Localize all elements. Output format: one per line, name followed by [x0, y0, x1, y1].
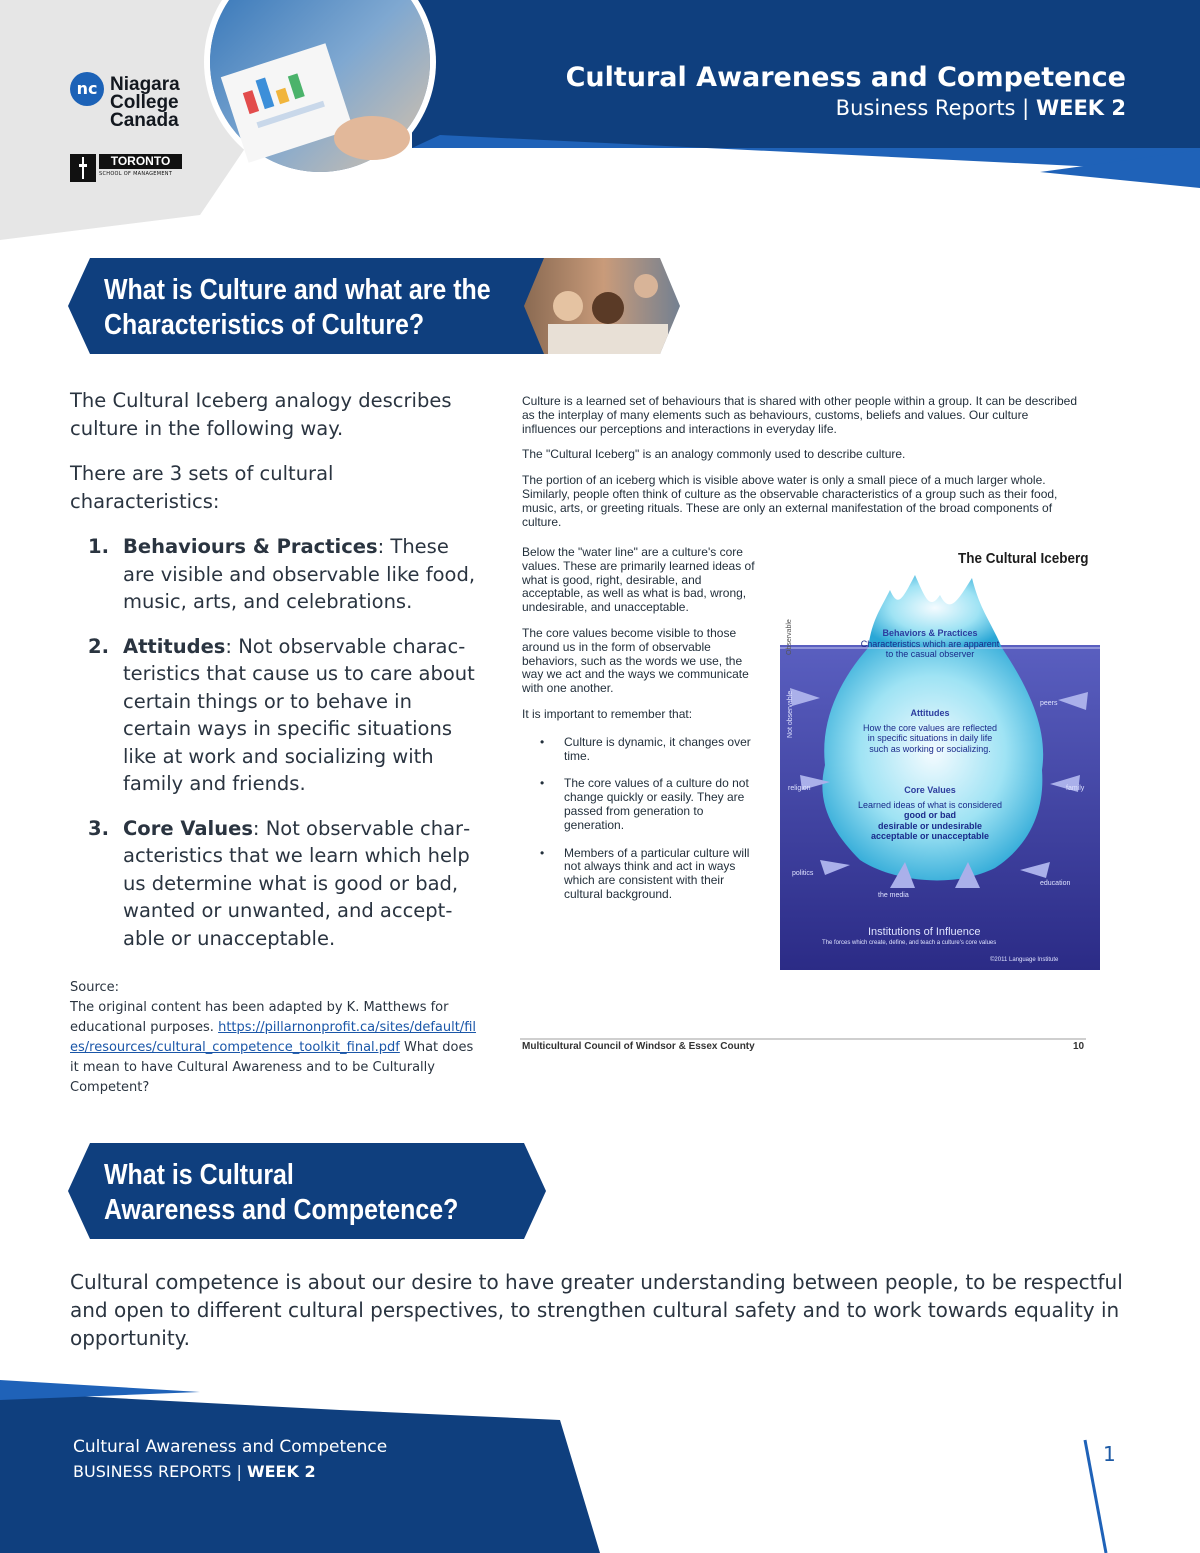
core-values-heading: Core Values: [904, 785, 956, 795]
header-background: [0, 0, 1200, 250]
niagara-college-logo-text: [110, 76, 180, 130]
intro-paragraph: The Cultural Iceberg analogy describes culture in the following way.: [70, 389, 452, 440]
section1-heading-line-2: Characteristics of Culture?: [104, 309, 425, 341]
logo-line-3: Canada: [110, 110, 179, 131]
cn-tower-icon: [70, 154, 96, 182]
item-number: 3.: [88, 816, 109, 840]
excerpt-footer-page: 10: [1073, 1041, 1085, 1052]
iceberg-title: The Cultural Iceberg: [958, 550, 1089, 567]
item-text: : Not observable characteristics that cause us to care about certain things or to behave in certain ways in specific situations like at work and socializing with family and friends.: [123, 634, 475, 795]
excerpt-paragraph-3: The portion of an iceberg which is visible above water is only a small piece of a much larger whole. Similarly, people often think of culture as the observable characteristics of a group such as their food, music, arts, or greeting rituals. These are only an external manifestation of the broad components of culture.: [522, 473, 1058, 529]
influence-label: education: [1040, 880, 1071, 887]
section2-heading-line-1: What is Cultural: [104, 1159, 294, 1191]
source-text: The original content has been adapted by K. Matthews for educational purposes.: [70, 1000, 449, 1035]
influence-label: the media: [878, 892, 909, 899]
excerpt-left-column: [522, 546, 762, 916]
influence-label: religion: [788, 785, 811, 792]
source-note: [70, 978, 480, 1098]
excerpt-bullet: • Members of a particular culture will not always think and act in ways which are consistent with their cultural background.: [522, 847, 762, 902]
attitudes-text: How the core values are reflected in specific situations in daily life such as working or socializing.: [862, 722, 998, 754]
excerpt-paragraph-5: The core values become visible to those around us in the form of observable behaviors, such as the words we use, the way we act and the ways we communicate with one another.: [522, 625, 749, 696]
attitudes-heading: Attitudes: [910, 708, 950, 718]
logo-line-1: Niagara: [110, 74, 180, 95]
header-subtitle-prefix: Business Reports |: [835, 96, 1030, 120]
core-values-text: acceptable or unacceptable: [870, 831, 990, 841]
behaviors-text: Characteristics which are apparent to the casual observer: [860, 638, 1000, 659]
source-after-text: What does it mean to have Cultural Awareness and to be Culturally Competent?: [70, 1040, 474, 1095]
logo-line-2: College: [110, 92, 179, 113]
excerpt-paragraph-6: It is important to remember that:: [522, 706, 693, 721]
footer-week: WEEK 2: [246, 1462, 316, 1481]
influence-label: politics: [792, 870, 814, 877]
item-text: : These are visible and observable like food, music, arts, and celebrations.: [123, 535, 476, 613]
page-number: 1: [1103, 1442, 1116, 1466]
excerpt-bullet: • Culture is dynamic, it changes over time.: [522, 736, 762, 764]
institutions-label: Institutions of Influence: [868, 926, 981, 938]
characteristic-item: [70, 815, 485, 953]
footer-subtitle: [73, 1462, 316, 1481]
core-values-text: Learned ideas of what is considered: [857, 799, 1003, 810]
institutions-sub: The forces which create, define, and teach a culture's core values: [822, 940, 997, 946]
excerpt-top: [522, 395, 1082, 529]
toronto-logo-subtitle: SCHOOL OF MANAGEMENT: [99, 171, 173, 177]
iceberg-behaviors: [860, 628, 1000, 660]
item-number: 2.: [88, 634, 109, 658]
toronto-school-logo: [70, 154, 182, 182]
core-values-text: good or bad: [904, 810, 956, 820]
behaviors-heading: Behaviors & Practices: [882, 628, 978, 638]
header-subtitle: [836, 96, 1126, 120]
section2-heading: [104, 1158, 458, 1228]
influence-label: family: [1066, 785, 1085, 792]
excerpt-paragraph-4: Below the "water line" are a culture's core values. These are primarily learned ideas of what is good, right, desirable, and acceptable, as well as what is bad, wrong, undesirable, and unacceptable.: [522, 545, 755, 615]
iceberg-core-values: [850, 785, 1010, 842]
item-term: Core Values: [123, 816, 253, 840]
iceberg-attitudes: [860, 708, 1000, 754]
item-text: : Not observable characteristics that we learn which help us determine what is good or bad, wanted or unwanted, and acceptable or unacceptable.: [123, 816, 471, 950]
item-term: Attitudes: [123, 634, 226, 658]
excerpt-footer-source: Multicultural Council of Windsor & Essex County: [522, 1041, 755, 1052]
section1-body: [70, 387, 485, 969]
header-title: Cultural Awareness and Competence: [565, 62, 1126, 93]
footer-title: Cultural Awareness and Competence: [73, 1437, 388, 1457]
section2-body: Cultural competence is about our desire to have greater understanding between people, to be respectful and open to different cultural perspectives, to strengthen cultural safety and to work towards equality in opportunity.: [70, 1270, 1123, 1350]
excerpt-bullets: [522, 736, 762, 902]
figure-credit: ©2011 Language Institute: [990, 957, 1059, 963]
excerpt-paragraph-1: Culture is a learned set of behaviours that is shared with other people within a group. It can be described as the interplay of many elements such as behaviours, customs, beliefs and values. Our culture influences our perceptions and interactions in everyday life.: [522, 394, 1077, 436]
core-values-text: desirable or undesirable: [877, 820, 983, 831]
source-link[interactable]: https://pillarnonprofit.ca/sites/default/files/resources/cultural_competence_toolkit_final.pdf: [70, 1020, 477, 1055]
niagara-college-logo-mark: nc: [70, 72, 104, 106]
section2-heading-line-2: Awareness and Competence?: [104, 1194, 459, 1226]
not-observable-label: Not observable: [787, 690, 794, 738]
footer-subtitle-prefix: BUSINESS REPORTS |: [73, 1462, 242, 1481]
characteristic-item: [70, 633, 485, 798]
excerpt-bullet: • The core values of a culture do not change quickly or easily. They are passed from generation to generation.: [522, 777, 762, 832]
characteristic-item: [70, 533, 485, 616]
header-week: WEEK 2: [1035, 96, 1126, 120]
section1-heading-line-1: What is Culture and what are the: [104, 274, 491, 306]
excerpt-footer-divider: [520, 1038, 1086, 1040]
influence-label: peers: [1040, 700, 1058, 707]
source-label: Source:: [70, 980, 120, 995]
item-term: Behaviours & Practices: [123, 535, 378, 558]
item-number: 1.: [88, 535, 109, 558]
characteristics-list: [70, 533, 485, 952]
toronto-logo-title: TORONTO: [99, 154, 182, 169]
observable-label: Observable: [786, 619, 793, 655]
sets-line: There are 3 sets of cultural characteristics:: [70, 462, 334, 513]
excerpt-paragraph-2: The "Cultural Iceberg" is an analogy commonly used to describe culture.: [522, 447, 906, 462]
section1-heading: [104, 273, 491, 343]
